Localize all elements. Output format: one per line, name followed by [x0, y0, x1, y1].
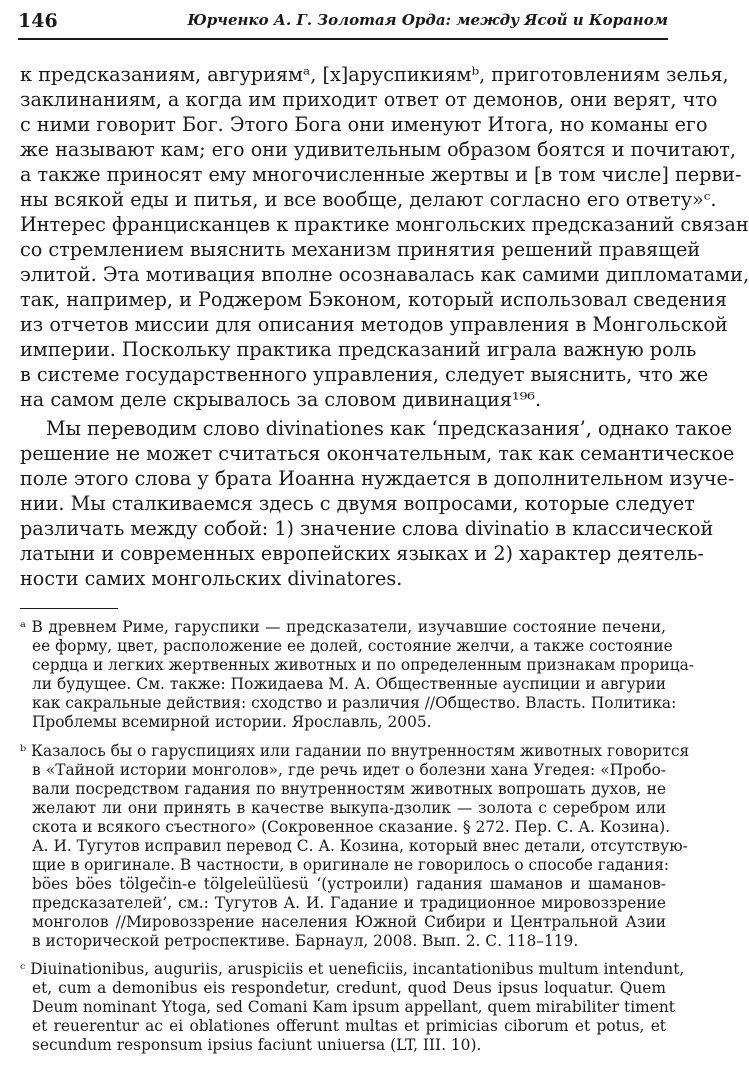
footnote-line: ᵇ Казалось бы о гаруспициях или гадании по внутренностям животных говорится	[20, 742, 690, 760]
body-line: в системе государственного управления, следует выяснить, что же	[20, 363, 709, 386]
page-header	[18, 6, 668, 36]
footnote-line: et reuerentur ac ei oblationes offerunt multas et primicias ciborum et potus, et	[32, 1017, 666, 1035]
footnote-line: ее форму, цвет, расположение ее долей, состояние желчи, а также состояние	[32, 637, 673, 655]
footnote-line: вали посредством гадания по внутренностям животных вопрошать духов, не	[32, 780, 666, 798]
body-line: же называют кам; его они удивительным образом боятся и почитают,	[20, 138, 736, 161]
body-line: ны всякой еды и питья, и все вообще, делают согласно его ответу»ᶜ.	[20, 188, 717, 211]
footnote-line: et, cum a demonibus eis respondetur, credunt, quod Deus ipsus loquatur. Quem	[32, 979, 666, 997]
footnote-line: скота и всякого съестного» (Сокровенное сказание. § 272. Пер. С. А. Козина).	[32, 818, 670, 836]
body-line: империи. Поскольку практика предсказаний играла важную роль	[20, 338, 697, 361]
footnote-line: сердца и легких жертвенных животных и по определенным признакам прорица-	[32, 656, 695, 674]
footnote-line: в «Тайной истории монголов», где речь идет о болезни хана Угедея: «Пробо-	[32, 761, 666, 779]
footnote-line: монголов //Мировоззрение населения Южной Сибири и Центральной Азии	[32, 913, 666, 931]
footnote-line: щие в оригинале. В частности, в оригинале не говорилось о способе гадания:	[32, 856, 670, 874]
footnote-line: предсказателей’, см.: Тугутов А. И. Гадание и традиционное мировоззрение	[32, 894, 666, 912]
footnote-line: ли будущее. См. также: Пожидаева М. А. Общественные ауспиции и авгурии	[32, 675, 666, 693]
body-line: элитой. Эта мотивация вполне осознавалась как самими дипломатами,	[20, 263, 749, 286]
body-line: Мы переводим слово divinationes как ‘предсказания’, однако такое	[46, 417, 733, 440]
footnote-line: ᵃ В древнем Риме, гаруспики — предсказатели, изучавшие состояние печени,	[20, 618, 666, 636]
footnote-line: А. И. Тугутов исправил перевод С. А. Козина, который внес детали, отсутствую-	[32, 837, 688, 855]
footnote-line: Проблемы всемирной истории. Ярославль, 2005.	[32, 713, 432, 731]
footnote-rule	[20, 608, 118, 609]
body-line: на самом деле скрывалось за словом дивинация¹⁹⁶.	[20, 388, 542, 411]
footnote-line: secundum responsum ipsius faciunt uniuersa (LT, III. 10).	[32, 1036, 482, 1054]
footnote-line: в исторической ретроспективе. Барнаул, 2008. Вып. 2. С. 118–119.	[32, 932, 579, 950]
footnote-line: ᶜ Diuinationibus, auguriis, aruspiciis et ueneficiis, incantationibus multum intendunt,	[20, 960, 685, 978]
running-title: Юрченко А. Г. Золотая Орда: между Ясой и Кораном	[187, 11, 668, 29]
body-line: а также приносят ему многочисленные жертвы и [в том числе] перви-	[20, 163, 742, 186]
page-number: 146	[18, 10, 58, 32]
body-line: со стремлением выяснить механизм принятия решений правящей	[20, 238, 701, 261]
body-line: Интерес францисканцев к практике монгольских предсказаний связан	[20, 213, 749, 236]
body-line: ности самих монгольских divinatores.	[20, 567, 403, 590]
header-rule	[18, 38, 668, 40]
footnote-line: как сакральные действия: сходство и различия //Общество. Власть. Политика:	[32, 694, 677, 712]
body-line: к предсказаниям, авгуриямᵃ, [х]аруспикиямᵇ, приготовлениям зелья,	[20, 63, 729, 86]
body-line: поле этого слова у брата Иоанна нуждается в дополнительном изуче-	[20, 467, 735, 490]
body-line: из отчетов миссии для описания методов управления в Монгольской	[20, 313, 728, 336]
body-line: нии. Мы сталкиваемся здесь с двумя вопросами, которые следует	[20, 492, 695, 515]
body-line: решение не может считаться окончательным, так как семантическое	[20, 442, 735, 465]
body-line: так, например, и Роджером Бэконом, который использовал сведения	[20, 288, 727, 311]
footnote-line: желают ли они принять в качестве выкупа-дзолик — золота с серебром или	[32, 799, 666, 817]
body-line: с ними говорит Бог. Этого Бога они именуют Итога, но команы его	[20, 113, 708, 136]
body-line: заклинаниям, а когда им приходит ответ от демонов, они верят, что	[20, 88, 718, 111]
body-line: различать между собой: 1) значение слова divinatio в классической	[20, 517, 714, 540]
body-line: латыни и современных европейских языках и 2) характер деятель-	[20, 542, 704, 565]
footnote-line: böes böes tölgečin-e tölgeleülüesü ‘(устроили) гадания шаманов и шаманов-	[32, 875, 666, 893]
footnote-line: Deum nominant Ytoga, sed Comani Kam ipsum appellant, quem mirabiliter timent	[32, 998, 675, 1016]
